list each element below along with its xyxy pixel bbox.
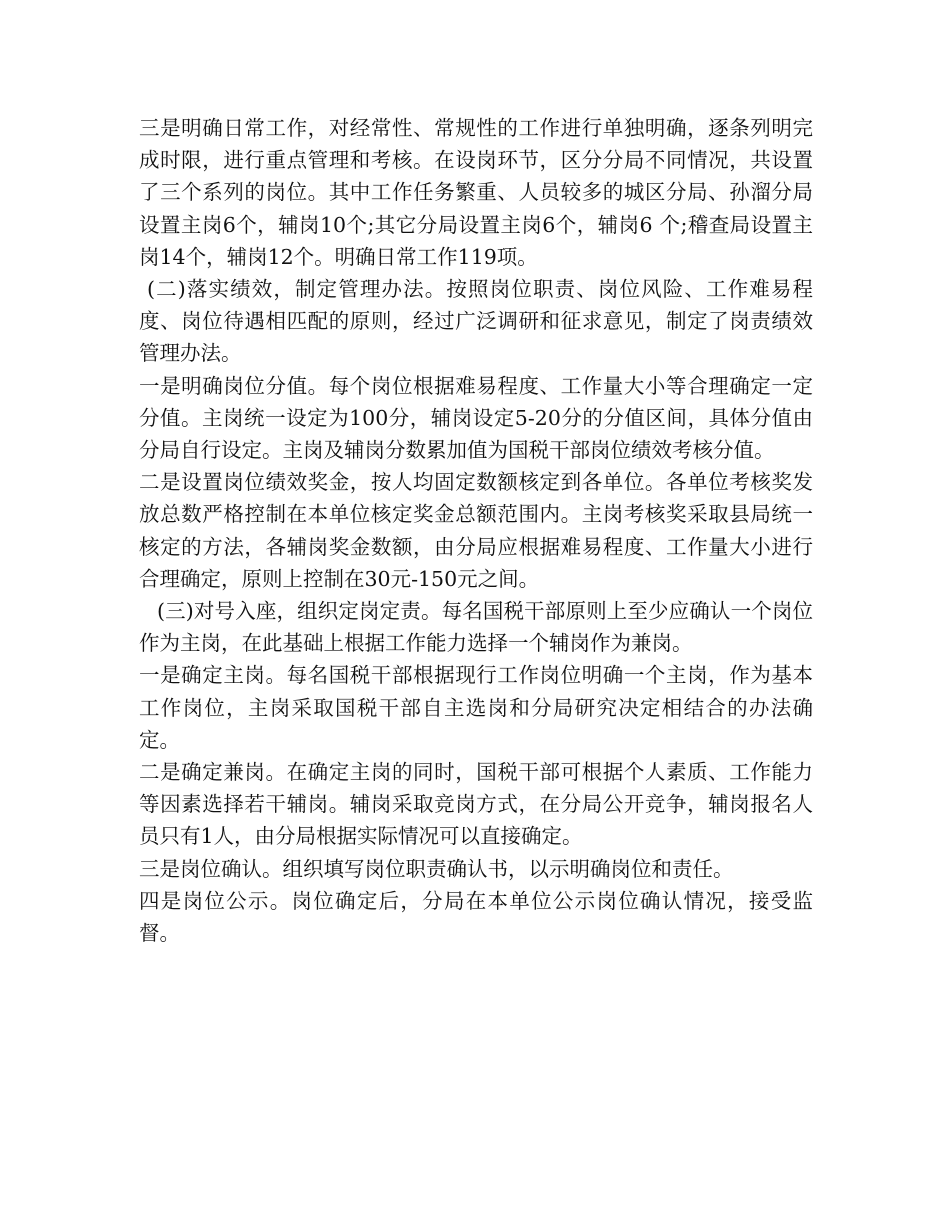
paragraph-post-confirmation: 三是岗位确认。组织填写岗位职责确认书，以示明确岗位和责任。	[139, 856, 734, 881]
document-body	[139, 112, 813, 949]
paragraph-secondary-post: 二是确定兼岗。在确定主岗的同时，国税干部可根据个人素质、工作能力等因素选择若干辅岗。辅岗采取竞岗方式，在分局公开竞争，辅岗报名人员只有1人，由分局根据实际情况可以直接确定。	[139, 760, 813, 849]
paragraph-daily-work: 三是明确日常工作，对经常性、常规性的工作进行单独明确，逐条列明完成时限，进行重点管理和考核。在设岗环节，区分分局不同情况，共设置了三个系列的岗位。其中工作任务繁重、人员较多的城区分局、孙溜分局设置主岗6个，辅岗10个;其它分局设置主岗6个，辅岗6 个;稽查局设置主岗14个，辅岗12个。明确日常工作119项。	[139, 116, 813, 269]
paragraph-performance-bonus: 二是设置岗位绩效奖金，按人均固定数额核定到各单位。各单位考核奖发放总数严格控制在本单位核定奖金总额范围内。主岗考核奖采取县局统一核定的方法，各辅岗奖金数额，由分局应根据难易程度、工作量大小进行合理确定，原则上控制在30元-150元之间。	[139, 470, 813, 591]
paragraph-main-post: 一是确定主岗。每名国税干部根据现行工作岗位明确一个主岗，作为基本工作岗位，主岗采取国税干部自主选岗和分局研究决定相结合的办法确定。	[139, 663, 813, 752]
paragraph-section-two-heading: (二)落实绩效，制定管理办法。按照岗位职责、岗位风险、工作难易程度、岗位待遇相匹配的原则，经过广泛调研和征求意见，制定了岗责绩效管理办法。	[139, 277, 813, 366]
paragraph-section-three-heading: (三)对号入座，组织定岗定责。每名国税干部原则上至少应确认一个岗位作为主岗，在此基础上根据工作能力选择一个辅岗作为兼岗。	[139, 599, 813, 656]
paragraph-post-publicity: 四是岗位公示。岗位确定后，分局在本单位公示岗位确认情况，接受监督。	[139, 888, 813, 946]
paragraph-post-score: 一是明确岗位分值。每个岗位根据难易程度、工作量大小等合理确定一定分值。主岗统一设定为100分，辅岗设定5-20分的分值区间，具体分值由分局自行设定。主岗及辅岗分数累加值为国税干部岗位绩效考核分值。	[139, 373, 813, 463]
